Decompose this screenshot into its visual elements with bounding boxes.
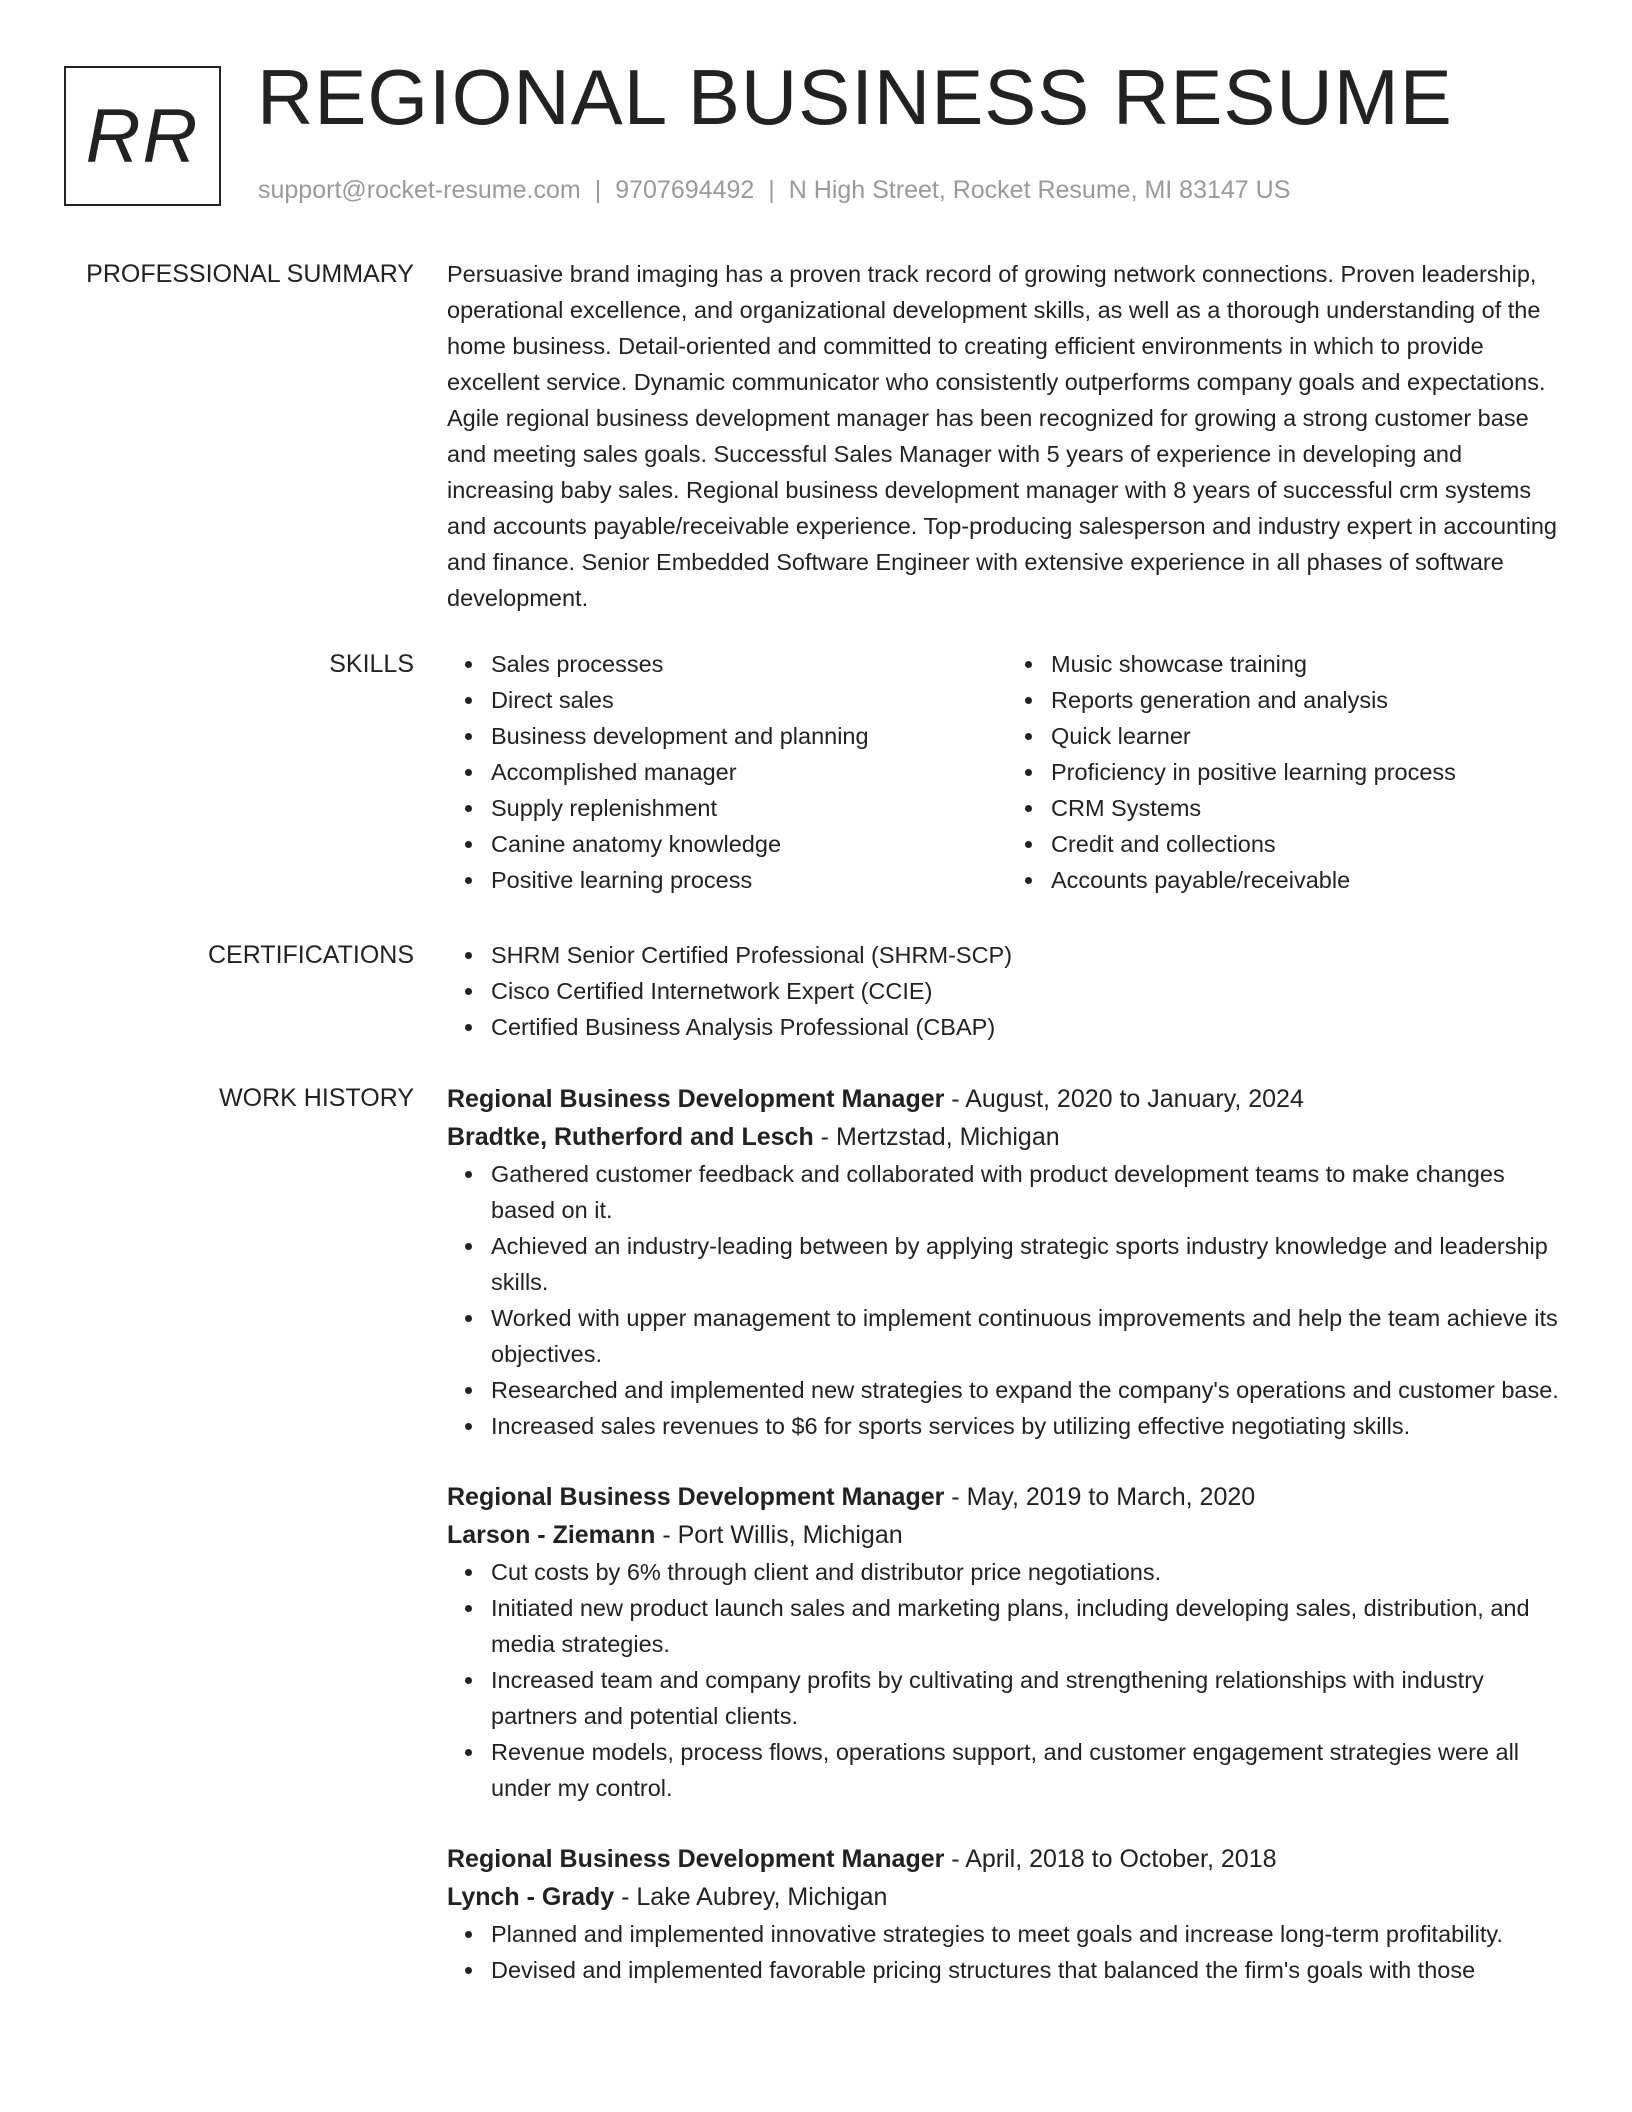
contact-email[interactable]: support@rocket-resume.com	[258, 176, 581, 204]
contact-line	[258, 176, 1290, 205]
monogram-logo: RR	[64, 66, 221, 206]
skill-item: Quick learner	[1051, 718, 1567, 754]
certifications-list	[447, 937, 1567, 1045]
skills-list-left	[447, 646, 1007, 898]
skills-list-right	[1007, 646, 1567, 898]
skill-item: Direct sales	[491, 682, 1007, 718]
work-history-body	[447, 1080, 1567, 1988]
job-bullet: Planned and implemented innovative strategies to meet goals and increase long-term profitability.	[491, 1916, 1567, 1952]
skills-heading: SKILLS	[329, 650, 414, 678]
work-history-heading: WORK HISTORY	[219, 1084, 414, 1112]
job-location: - Lake Aubrey, Michigan	[614, 1883, 888, 1911]
skill-item: Reports generation and analysis	[1051, 682, 1567, 718]
job-entry	[447, 1080, 1567, 1444]
job-bullet: Devised and implemented favorable pricing structures that balanced the firm's goals with those	[491, 1952, 1567, 1988]
job-location: - Port Willis, Michigan	[655, 1521, 903, 1549]
job-title-line	[447, 1840, 1567, 1878]
job-bullets	[447, 1156, 1567, 1444]
contact-phone[interactable]: 9707694492	[615, 176, 755, 204]
job-bullet: Increased team and company profits by cultivating and strengthening relationships with industry partners and potential clients.	[491, 1662, 1567, 1734]
skill-item: Proficiency in positive learning process	[1051, 754, 1567, 790]
skill-item: CRM Systems	[1051, 790, 1567, 826]
certification-item: SHRM Senior Certified Professional (SHRM-SCP)	[491, 937, 1567, 973]
job-company-line	[447, 1118, 1567, 1156]
contact-separator: |	[594, 176, 602, 204]
job-title: Regional Business Development Manager	[447, 1845, 945, 1873]
skill-item: Credit and collections	[1051, 826, 1567, 862]
certifications-heading: CERTIFICATIONS	[207, 941, 414, 969]
certification-item: Certified Business Analysis Professional (CBAP)	[491, 1009, 1567, 1045]
skill-item: Canine anatomy knowledge	[491, 826, 1007, 862]
job-company-line	[447, 1516, 1567, 1554]
skill-item: Sales processes	[491, 646, 1007, 682]
job-entry	[447, 1840, 1567, 1988]
skill-item: Positive learning process	[491, 862, 1007, 898]
job-title-line	[447, 1478, 1567, 1516]
job-bullet: Worked with upper management to implement continuous improvements and help the team achieve its objectives.	[491, 1300, 1567, 1372]
job-bullet: Revenue models, process flows, operations support, and customer engagement strategies were all under my control.	[491, 1734, 1567, 1806]
job-bullet: Initiated new product launch sales and marketing plans, including developing sales, distribution, and media strategies.	[491, 1590, 1567, 1662]
job-bullet: Researched and implemented new strategies to expand the company's operations and customer base.	[491, 1372, 1567, 1408]
summary-text: Persuasive brand imaging has a proven track record of growing network connections. Proven leadership, operational excellence, and organizational development skills, as well as a thorough understanding of the home business. Detail-oriented and committed to creating efficient environments in which to provide excellent service. Dynamic communicator who consistently outperforms company goals and expectations. Agile regional business development manager has been recognized for growing a strong customer base and meeting sales goals. Successful Sales Manager with 5 years of experience in developing and increasing baby sales. Regional business development manager with 8 years of successful crm systems and accounts payable/receivable experience. Top-producing salesperson and industry expert in accounting and finance. Senior Embedded Software Engineer with extensive experience in all phases of software development.	[447, 261, 1557, 611]
job-company: Larson - Ziemann	[447, 1521, 656, 1549]
job-bullet: Cut costs by 6% through client and distributor price negotiations.	[491, 1554, 1567, 1590]
job-location: - Mertzstad, Michigan	[813, 1123, 1060, 1151]
job-title-line	[447, 1080, 1567, 1118]
skill-item: Accomplished manager	[491, 754, 1007, 790]
job-company: Lynch - Grady	[447, 1883, 615, 1911]
skill-item: Business development and planning	[491, 718, 1007, 754]
certifications-body	[447, 937, 1567, 1045]
job-bullet: Gathered customer feedback and collaborated with product development teams to make changes based on it.	[491, 1156, 1567, 1228]
job-title: Regional Business Development Manager	[447, 1085, 945, 1113]
resume-title: REGIONAL BUSINESS RESUME	[257, 53, 1453, 141]
job-dates: - April, 2018 to October, 2018	[944, 1845, 1277, 1873]
skills-columns	[447, 646, 1567, 898]
job-dates: - May, 2019 to March, 2020	[944, 1483, 1256, 1511]
skill-item: Supply replenishment	[491, 790, 1007, 826]
job-bullet: Achieved an industry-leading between by applying strategic sports industry knowledge and leadership skills.	[491, 1228, 1567, 1300]
job-company-line	[447, 1878, 1567, 1916]
contact-address: N High Street, Rocket Resume, MI 83147 US	[788, 176, 1291, 204]
job-bullets	[447, 1916, 1567, 1988]
contact-separator: |	[768, 176, 775, 204]
summary-heading: PROFESSIONAL SUMMARY	[86, 260, 414, 288]
job-bullet: Increased sales revenues to $6 for sports services by utilizing effective negotiating skills.	[491, 1408, 1567, 1444]
certification-item: Cisco Certified Internetwork Expert (CCIE)	[491, 973, 1567, 1009]
job-bullets	[447, 1554, 1567, 1806]
job-dates: - August, 2020 to January, 2024	[944, 1085, 1304, 1113]
skill-item: Accounts payable/receivable	[1051, 862, 1567, 898]
job-entry	[447, 1478, 1567, 1806]
skill-item: Music showcase training	[1051, 646, 1567, 682]
job-company: Bradtke, Rutherford and Lesch	[447, 1123, 814, 1151]
job-title: Regional Business Development Manager	[447, 1483, 945, 1511]
